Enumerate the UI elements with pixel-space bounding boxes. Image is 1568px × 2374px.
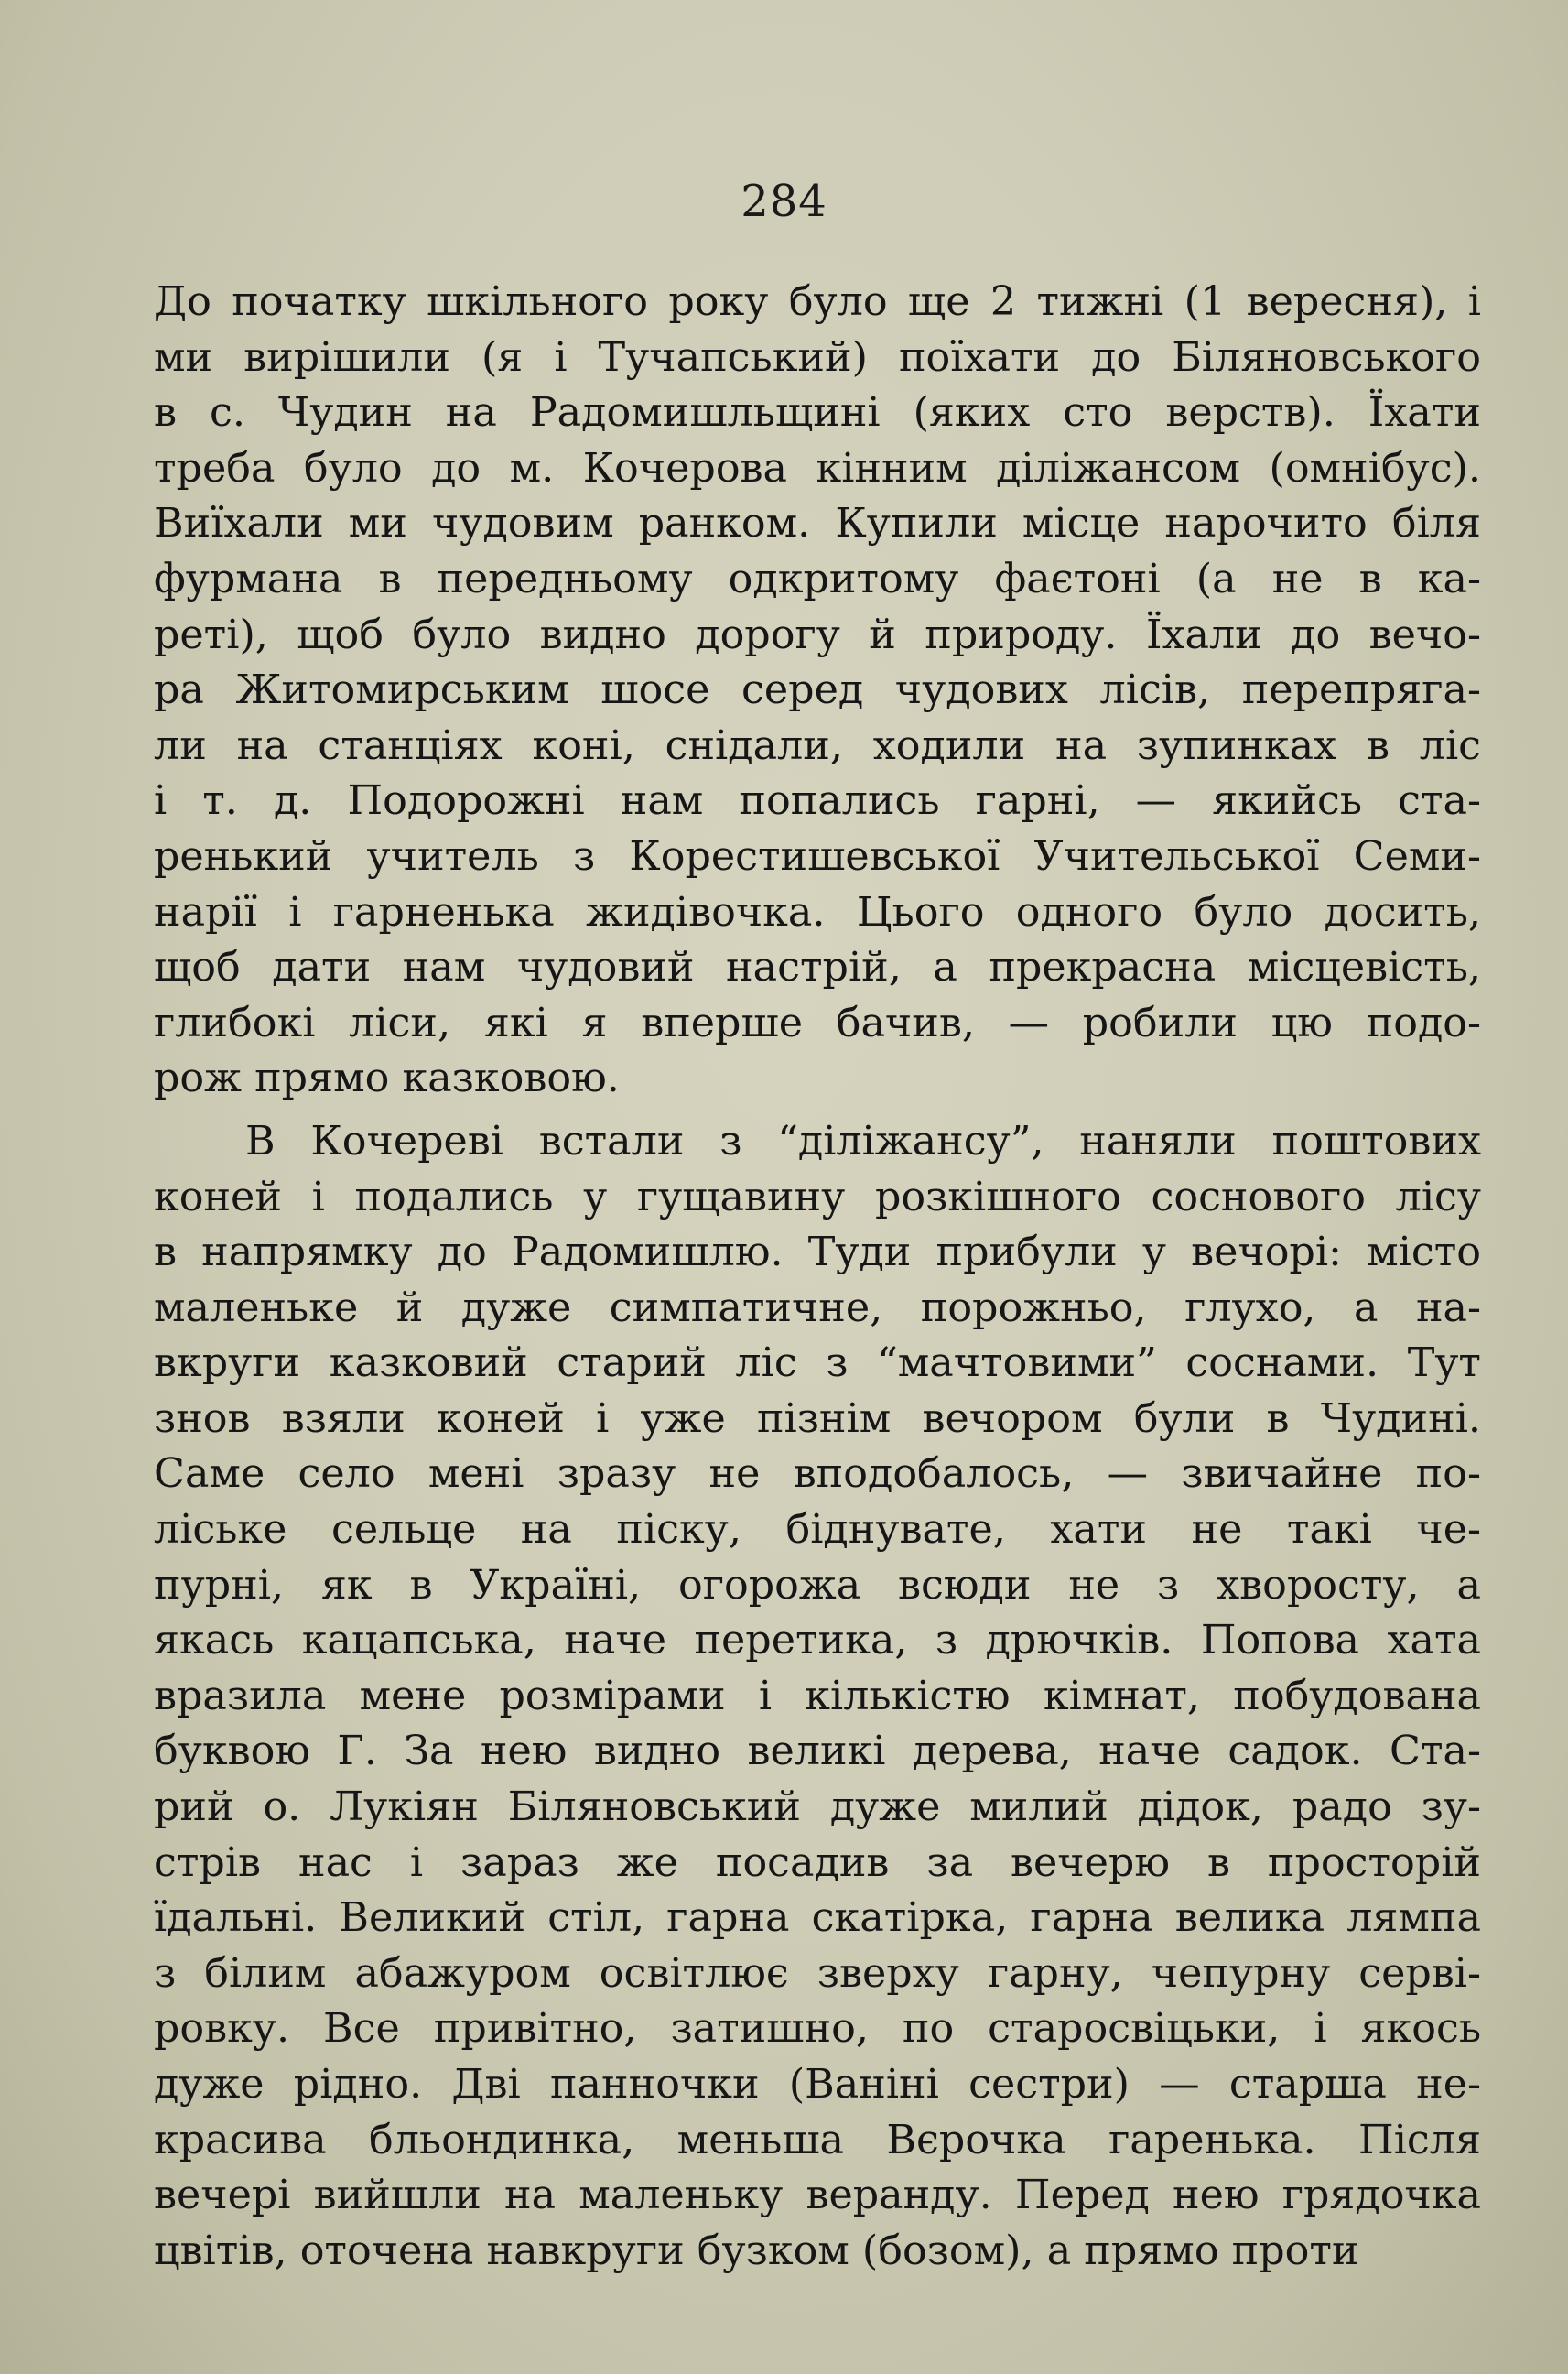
text-line: Саме село мені зразу не вподобалось, — звичайне по-: [154, 1450, 1481, 1498]
text-line: вечері вийшли на маленьку веранду. Перед нею грядочка: [154, 2172, 1481, 2219]
text-line: ли на станціях коні, снідали, ходили на зупинках в ліс: [154, 721, 1481, 769]
text-line: нарії і гарненька жидівочка. Цього одного було досить,: [154, 888, 1481, 936]
text-line: і т. д. Подорожні нам попались гарні, — якийсь ста-: [154, 777, 1481, 825]
text-line: ми вирішили (я і Тучапський) поїхати до Біляновського: [154, 333, 1481, 381]
text-line: стрів нас і зараз же посадив за вечерю в просторій: [154, 1838, 1481, 1886]
text-line: рож прямо казковою.: [154, 1055, 620, 1102]
text-line: з білим абажуром освітлює зверху гарну, чепурну серві-: [154, 1949, 1481, 1997]
text-line: їдальні. Великий стіл, гарна скатірка, гарна велика лямпа: [154, 1894, 1481, 1942]
text-line: В Кочереві встали з “діліжансу”, наняли поштових: [245, 1117, 1481, 1165]
text-line: щоб дати нам чудовий настрій, а прекрасна місцевість,: [154, 944, 1481, 992]
text-line: треба було до м. Кочерова кінним діліжансом (омнібус).: [154, 444, 1481, 492]
text-line: рий о. Лукіян Біляновський дуже милий дідок, радо зу-: [154, 1783, 1481, 1831]
text-line: маленьке й дуже симпатичне, порожньо, глухо, а на-: [154, 1284, 1481, 1331]
text-line: ренький учитель з Корестишевської Учительської Семи-: [154, 832, 1481, 880]
body-text: [154, 275, 1481, 2279]
text-line: фурмана в передньому одкритому фаєтоні (а не в ка-: [154, 555, 1481, 602]
text-line: знов взяли коней і уже пізнім вечором були в Чудині.: [154, 1394, 1481, 1442]
text-line: красива бльондинка, меньша Вєрочка гаренька. Після: [154, 2116, 1481, 2163]
text-line: Виїхали ми чудовим ранком. Купили місце нарочито біля: [154, 500, 1481, 547]
text-line: ліське сельце на піску, біднувате, хати не такі че-: [154, 1506, 1481, 1554]
paragraph: [154, 1114, 1481, 2279]
text-line: пурні, як в Україні, огорожа всюди не з хворосту, а: [154, 1561, 1481, 1609]
text-line: в с. Чудин на Радомишльщині (яких сто верств). Їхати: [154, 389, 1481, 437]
text-line: ра Житомирським шосе серед чудових лісів, перепряга-: [154, 667, 1481, 714]
text-line: коней і подались у гущавину розкішного соснового лісу: [154, 1173, 1481, 1220]
text-line: дуже рідно. Дві панночки (Ваніні сестри) — старша не-: [154, 2061, 1481, 2108]
text-line: вкруги казковий старий ліс з “мачтовими” соснами. Тут: [154, 1339, 1481, 1387]
text-line: ровку. Все привітно, затишно, по старосвіцьки, і якось: [154, 2005, 1481, 2053]
text-line: реті), щоб було видно дорогу й природу. Їхали до вечо-: [154, 611, 1481, 658]
paragraph: [154, 275, 1481, 1107]
text-line: в напрямку до Радомишлю. Туди прибули у вечорі: місто: [154, 1229, 1481, 1276]
text-line: До початку шкільного року було ще 2 тижні (1 вересня), і: [154, 278, 1481, 325]
text-line: вразила мене розмірами і кількістю кімнат, побудована: [154, 1672, 1481, 1719]
text-line: буквою Г. За нею видно великі дерева, наче садок. Ста-: [154, 1728, 1481, 1775]
text-line: цвітів, оточена навкруги бузком (бозом), а прямо проти: [154, 2227, 1359, 2274]
page-number: 284: [741, 176, 827, 227]
text-line: якась кацапська, наче перетика, з дрючків. Попова хата: [154, 1617, 1481, 1664]
text-line: глибокі ліси, які я вперше бачив, — робили цю подо-: [154, 999, 1481, 1046]
